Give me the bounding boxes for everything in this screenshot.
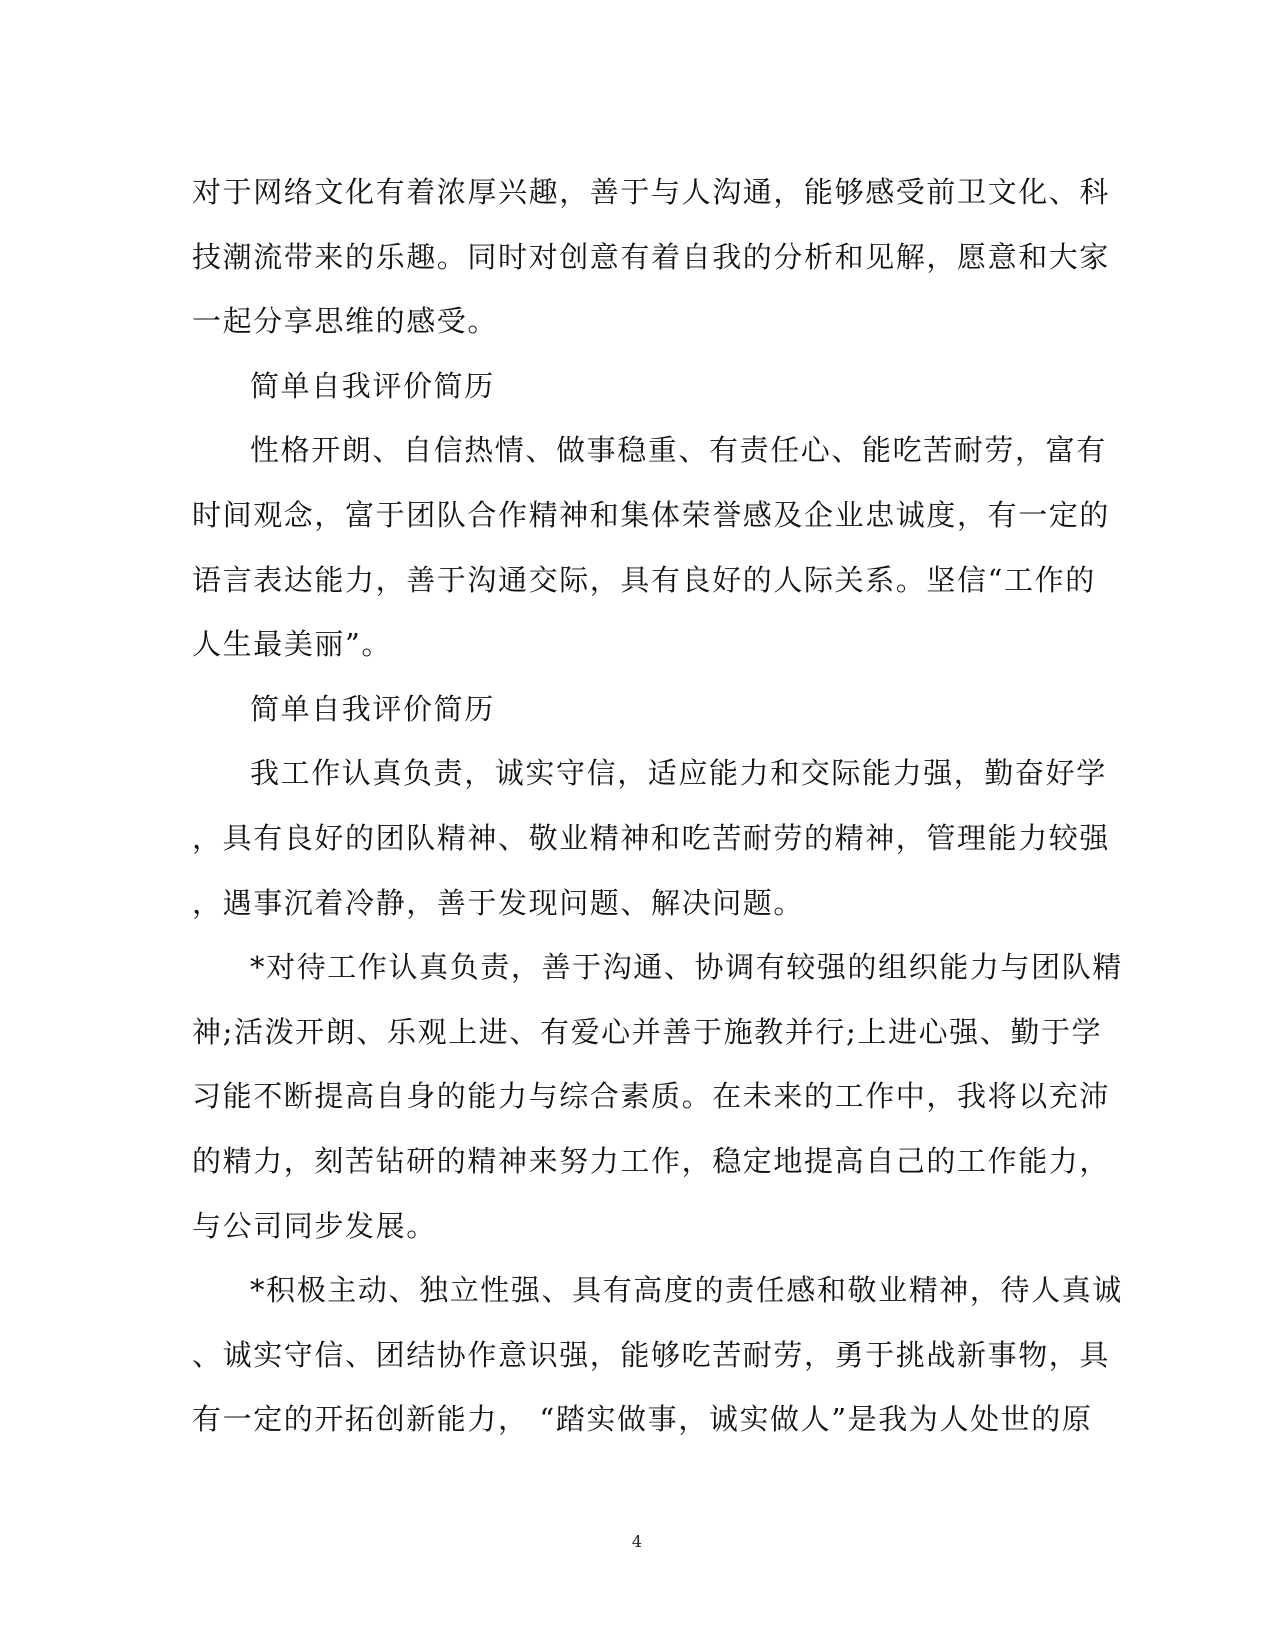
text-line-15: 习能不断提高自身的能力与综合素质。在未来的工作中，我将以充沛 (192, 1079, 1111, 1114)
page-number: 4 (631, 1532, 643, 1551)
text-line-10: 我工作认真负责，诚实守信，适应能力和交际能力强，勤奋好学 (250, 756, 1107, 791)
text-line-18: *积极主动、独立性强、具有高度的责任感和敬业精神，待人真诚 (250, 1273, 1123, 1308)
text-line-7: 语言表达能力，善于沟通交际，具有良好的人际关系。坚信“工作的 (192, 562, 1096, 597)
text-line-17: 与公司同步发展。 (192, 1208, 437, 1243)
text-line-6: 时间观念，富于团队合作精神和集体荣誉感及企业忠诚度，有一定的 (192, 497, 1111, 532)
text-line-16: 的精力，刻苦钻研的精神来努力工作，稳定地提高自己的工作能力， (192, 1143, 1111, 1178)
text-line-5: 性格开朗、自信热情、做事稳重、有责任心、能吃苦耐劳，富有 (250, 433, 1107, 468)
section-heading: 简单自我评价简历 (250, 368, 495, 403)
text-line-2: 技潮流带来的乐趣。同时对创意有着自我的分析和见解，愿意和大家 (192, 239, 1111, 274)
body-text (192, 160, 1123, 1452)
text-line-3: 一起分享思维的感受。 (192, 304, 499, 339)
text-line-13: *对待工作认真负责，善于沟通、协调有较强的组织能力与团队精 (250, 950, 1123, 985)
section-heading: 简单自我评价简历 (250, 691, 495, 726)
text-line-14: 神;活泼开朗、乐观上进、有爱心并善于施教并行;上进心强、勤于学 (192, 1014, 1103, 1049)
text-line-8: 人生最美丽”。 (192, 627, 393, 662)
text-line-11: ，具有良好的团队精神、敬业精神和吃苦耐劳的精神，管理能力较强 (192, 820, 1111, 855)
text-line-19: 、诚实守信、团结协作意识强，能够吃苦耐劳，勇于挑战新事物，具 (192, 1337, 1111, 1372)
text-line-20: 有一定的开拓创新能力， “踏实做事，诚实做人”是我为人处世的原 (192, 1402, 1093, 1437)
text-line-1: 对于网络文化有着浓厚兴趣，善于与人沟通，能够感受前卫文化、科 (192, 175, 1111, 209)
text-line-12: ，遇事沉着冷静，善于发现问题、解决问题。 (192, 885, 805, 920)
